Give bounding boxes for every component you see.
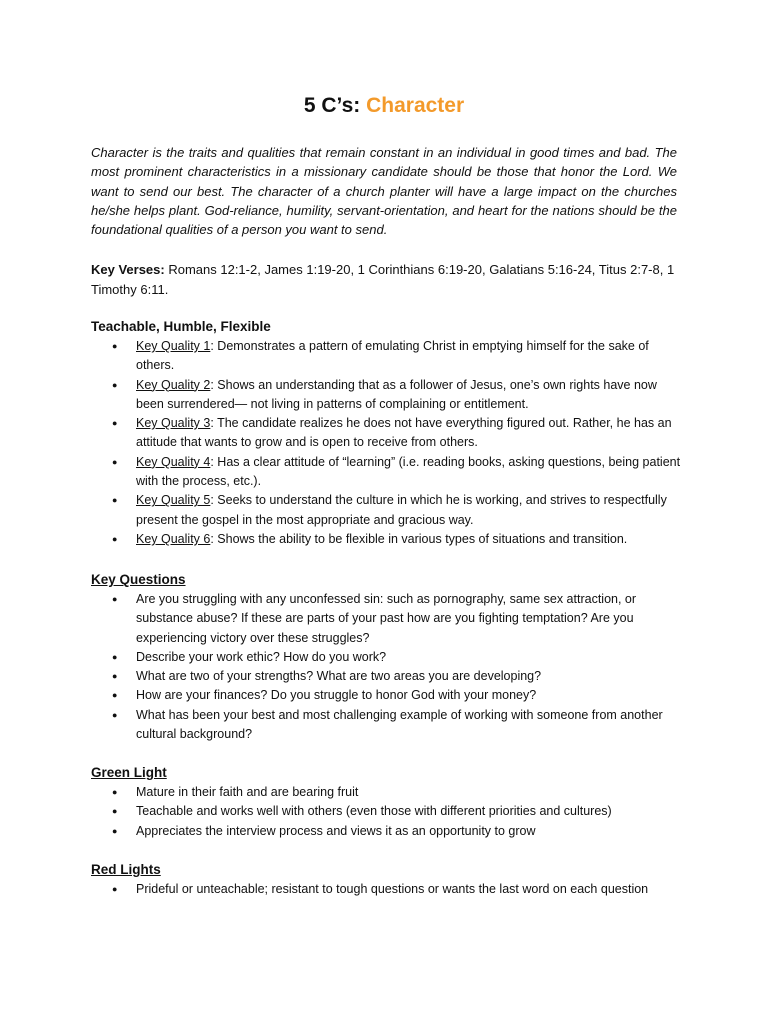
- list-item: ● Appreciates the interview process and views it as an opportunity to grow: [91, 822, 681, 841]
- section-green-light: [91, 763, 681, 841]
- key-quality-label: Key Quality 3: [136, 416, 211, 431]
- key-verses-text: Romans 12:1-2, James 1:19-20, 1 Corinthians 6:19-20, Galatians 5:16-24, Titus 2:7-8, 1 Timothy 6:11.: [91, 262, 675, 297]
- list-item: ● What are two of your strengths? What are two areas you are developing?: [91, 667, 681, 686]
- section-key-questions: [91, 570, 681, 744]
- intro-paragraph: Character is the traits and qualities that remain constant in an individual in good times and bad. The most prominent characteristics in a missionary candidate should be those that honor the Lord. We want to send our best. The character of a church planter will have a large impact on the churches he/she helps plant. God-reliance, humility, servant-orientation, and heart for the nations should be the foundational qualities of a person you want to send.: [91, 145, 677, 238]
- teachable-heading: Teachable, Humble, Flexible: [91, 319, 271, 334]
- list-item: ● Prideful or unteachable; resistant to tough questions or wants the last word on each question: [91, 880, 681, 899]
- list-item: ● Are you struggling with any unconfessed sin: such as pornography, same sex attraction, or substance abuse? If these are parts of your past how are you fighting temptation? Are you experiencing victory over these struggles?: [91, 590, 681, 648]
- key-quality-label: Key Quality 4: [136, 454, 211, 469]
- key-quality-item: [91, 453, 681, 492]
- key-quality-item: [91, 530, 681, 549]
- green-light-heading: Green Light: [91, 765, 167, 780]
- key-quality-label: Key Quality 5: [136, 493, 211, 508]
- key-quality-text: : The candidate realizes he does not have everything figured out. Rather, he has an attitude that wants to grow and is open to receive from others.: [136, 416, 672, 450]
- list-item: ● Describe your work ethic? How do you work?: [91, 648, 681, 667]
- key-questions-list: [91, 590, 681, 744]
- section-teachable: [91, 317, 681, 549]
- key-quality-text: : Has a clear attitude of “learning” (i.e. reading books, asking questions, being patient with the process, etc.).: [136, 454, 681, 489]
- page-title: [0, 94, 768, 118]
- title-accent: Character: [366, 94, 465, 117]
- green-light-list: [91, 783, 681, 841]
- key-quality-text: : Shows the ability to be flexible in various types of situations and transition.: [210, 531, 628, 546]
- key-quality-text: : Demonstrates a pattern of emulating Christ in emptying himself for the sake of others.: [136, 339, 649, 373]
- key-verses-label: Key Verses:: [91, 262, 165, 277]
- key-quality-label: Key Quality 2: [136, 377, 211, 392]
- key-quality-text: : Seeks to understand the culture in which he is working, and strives to respectfully present the gospel in the most appropriate and gracious way.: [136, 493, 667, 527]
- list-item: ● Teachable and works well with others (even those with different priorities and cultures): [91, 802, 681, 821]
- red-lights-list: [91, 880, 681, 899]
- key-quality-list: [91, 337, 681, 549]
- key-quality-item: [91, 376, 681, 415]
- key-quality-item: [91, 337, 681, 376]
- list-item: ● How are your finances? Do you struggle to honor God with your money?: [91, 686, 681, 705]
- red-lights-heading: Red Lights: [91, 862, 161, 877]
- section-red-lights: [91, 860, 681, 899]
- key-quality-label: Key Quality 1: [136, 339, 211, 353]
- key-quality-item: [91, 491, 681, 530]
- key-quality-item: [91, 414, 681, 453]
- list-item: ● What has been your best and most challenging example of working with someone from another cultural background?: [91, 706, 681, 745]
- key-quality-label: Key Quality 6: [136, 531, 211, 546]
- key-questions-heading: Key Questions: [91, 572, 186, 587]
- list-item: ● Mature in their faith and are bearing fruit: [91, 783, 681, 802]
- key-verses: [91, 260, 677, 300]
- title-prefix: 5 C’s:: [303, 94, 361, 117]
- key-quality-text: : Shows an understanding that as a follower of Jesus, one’s own rights have now been surrendered— not living in patterns of complaining or entitlement.: [136, 377, 657, 411]
